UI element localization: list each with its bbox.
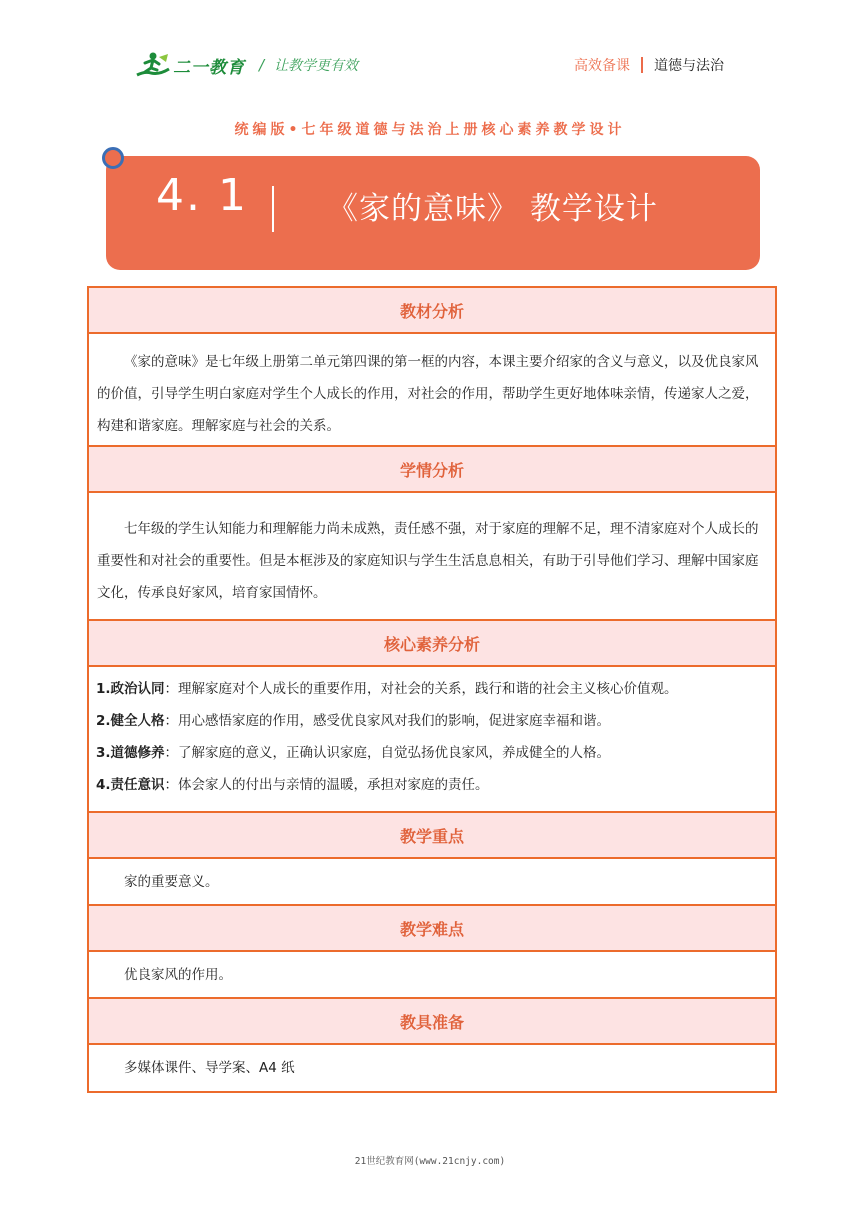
list-item [89, 769, 775, 801]
banner-dot-icon [102, 147, 124, 169]
item-text: ：用心感悟家庭的作用，感受优良家风对我们的影响，促进家庭幸福和谐。 [164, 713, 611, 729]
section-heading-key-points: 教学重点 [89, 813, 775, 859]
banner-divider [272, 186, 274, 232]
page-footer: 21世纪教育网(www.21cnjy.com) [354, 1156, 506, 1167]
header-divider [641, 57, 643, 73]
lesson-number: 4. 1 [156, 170, 248, 221]
section-body-difficulties [89, 952, 775, 999]
item-label: 4.责任意识 [96, 777, 165, 793]
section-body-core-literacy [89, 667, 775, 813]
item-label: 1.政治认同 [96, 681, 165, 697]
paragraph: 家的重要意义。 [124, 874, 219, 890]
brand-logo [135, 50, 358, 80]
item-label: 3.道德修养 [96, 745, 165, 761]
section-body-materials [89, 1045, 775, 1091]
lesson-title: 《家的意味》 教学设计 [327, 191, 658, 227]
header-right [574, 55, 724, 75]
section-heading-learner-analysis: 学情分析 [89, 447, 775, 493]
section-heading-textbook-analysis: 教材分析 [89, 288, 775, 334]
section-body-key-points [89, 859, 775, 906]
section-body-textbook-analysis [89, 334, 775, 447]
section-heading-core-literacy: 核心素养分析 [89, 621, 775, 667]
logo-text: 二一教育 [173, 57, 245, 78]
item-label: 2.健全人格 [96, 713, 165, 729]
item-text: ：体会家人的付出与亲情的温暖，承担对家庭的责任。 [164, 777, 489, 793]
slogan: 让教学更有效 [274, 58, 359, 74]
section-heading-materials: 教具准备 [89, 999, 775, 1045]
runner-logo-icon [135, 51, 171, 79]
item-text: ：了解家庭的意义，正确认识家庭，自觉弘扬优良家风，养成健全的人格。 [164, 745, 611, 761]
lesson-plan-table [87, 286, 777, 1093]
series-title: 统编版•七年级道德与法治上册核心素养教学设计 [234, 122, 626, 138]
list-item [89, 673, 775, 705]
section-body-learner-analysis [89, 493, 775, 621]
slogan-separator: / [259, 56, 265, 74]
paragraph: 多媒体课件、导学案、A4 纸 [124, 1060, 295, 1076]
header-subject: 道德与法治 [654, 58, 724, 74]
paragraph: 《家的意味》是七年级上册第二单元第四课的第一框的内容，本课主要介绍家的含义与意义，以及优良家风的价值，引导学生明白家庭对学生个人成长的作用，对社会的作用，帮助学生更好地体味亲情，传递家人之爱，构建和谐家庭。理解家庭与社会的关系。 [97, 354, 759, 434]
item-text: ：理解家庭对个人成长的重要作用，对社会的关系，践行和谐的社会主义核心价值观。 [164, 681, 678, 697]
list-item [89, 705, 775, 737]
header-tag: 高效备课 [574, 58, 630, 74]
paragraph: 七年级的学生认知能力和理解能力尚未成熟，责任感不强，对于家庭的理解不足，理不清家庭对个人成长的重要性和对社会的重要性。但是本框涉及的家庭知识与学生生活息息相关，有助于引导他们学习、理解中国家庭文化，传承良好家风，培育家国情怀。 [97, 521, 759, 601]
paragraph: 优良家风的作用。 [124, 967, 232, 983]
section-heading-difficulties: 教学难点 [89, 906, 775, 952]
list-item [89, 737, 775, 769]
